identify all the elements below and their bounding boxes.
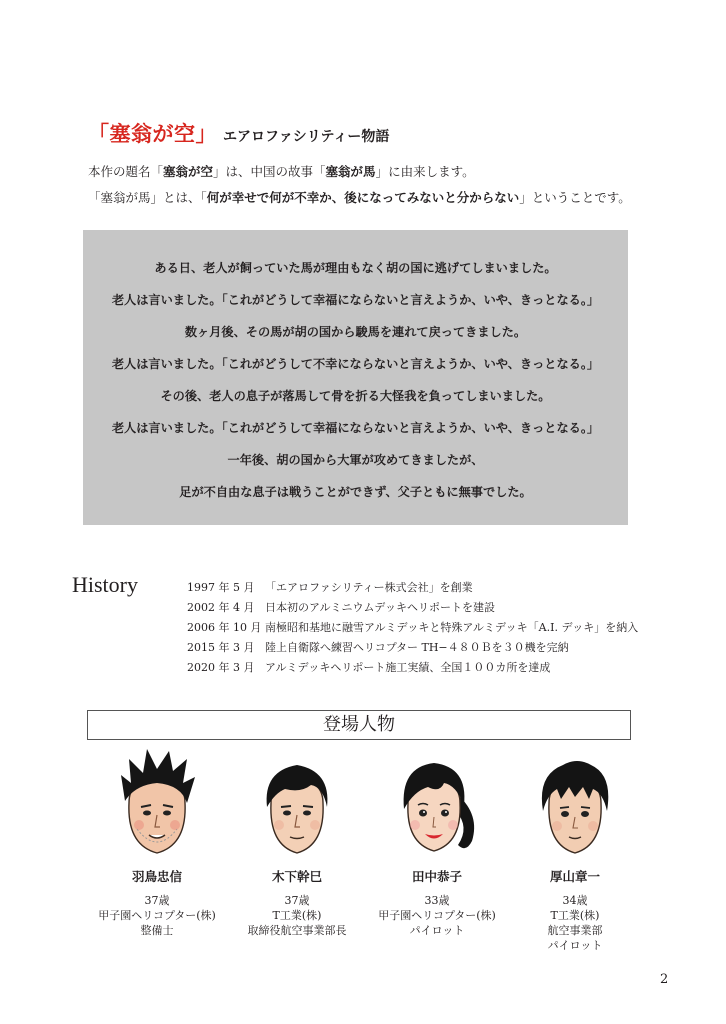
character-portrait — [533, 745, 617, 857]
history-text: アルミデッキヘリポート施工実績、全国１００カ所を達成 — [265, 661, 551, 674]
story-line: 老人は言いました。「これがどうして不幸にならないと言えようか、いや、きっとなる。」 — [111, 357, 600, 371]
story-line: 足が不自由な息子は戦うことができず、父子ともに無事でした。 — [179, 485, 532, 499]
story-box — [83, 230, 628, 525]
character-age: 34歳 — [562, 894, 588, 907]
title-row — [88, 118, 389, 148]
character-info — [222, 893, 372, 938]
intro-text: 本作の題名「 — [88, 164, 164, 179]
history-text: 日本初のアルミニウムデッキヘリポートを建設 — [265, 601, 496, 614]
character-name: 厚山章一 — [549, 869, 600, 884]
document-title: 「塞翁が空」 — [88, 121, 217, 146]
intro-text: 」に由来します。 — [375, 164, 475, 179]
character-portrait — [115, 745, 199, 857]
history-entry — [187, 579, 473, 595]
history-date: 2015 年 3 月 — [187, 641, 255, 654]
character-org: T工業(株) — [550, 909, 600, 922]
history-text: 「エアロファシリティー株式会社」を創業 — [265, 581, 473, 594]
intro-emphasis: 塞翁が空 — [163, 164, 214, 179]
intro-emphasis: 何が幸せで何が不幸か、後になってみないと分からない — [206, 190, 520, 205]
character-info — [500, 893, 650, 953]
history-entry — [187, 599, 495, 615]
document-subtitle: エアロファシリティー物語 — [223, 129, 390, 145]
character-role: 航空事業部 — [547, 924, 603, 937]
character-name: 羽鳥忠信 — [131, 869, 182, 884]
character-card — [362, 745, 512, 938]
characters-heading: 登場人物 — [87, 710, 631, 740]
intro-line-1 — [88, 162, 475, 180]
story-line: 老人は言いました。「これがどうして幸福にならないと言えようか、いや、きっとなる。」 — [111, 421, 600, 435]
character-name: 田中恭子 — [411, 869, 462, 884]
story-line: 老人は言いました。「これがどうして幸福にならないと言えようか、いや、きっとなる。」 — [111, 293, 600, 307]
character-portrait — [392, 745, 482, 857]
character-portrait — [255, 745, 339, 857]
history-date: 1997 年 5 月 — [187, 581, 255, 594]
intro-text: 「塞翁が馬」とは、「 — [88, 190, 207, 205]
character-info — [82, 893, 232, 938]
character-org: 甲子園ヘリコプター(株) — [98, 909, 216, 922]
story-line: ある日、老人が飼っていた馬が理由もなく胡の国に逃げてしまいました。 — [154, 261, 557, 275]
history-entry — [187, 619, 638, 635]
history-text: 陸上自衛隊へ練習ヘリコプター TH−４８０Ｂを３０機を完納 — [265, 641, 569, 654]
character-role: パイロット — [409, 924, 465, 937]
character-card — [222, 745, 372, 938]
character-org: T工業(株) — [272, 909, 322, 922]
intro-line-2 — [88, 188, 631, 206]
character-name: 木下幹巳 — [271, 869, 322, 884]
character-org: 甲子園ヘリコプター(株) — [378, 909, 496, 922]
intro-emphasis: 塞翁が馬 — [325, 164, 376, 179]
history-entry — [187, 639, 569, 655]
story-line: 数ヶ月後、その馬が胡の国から駿馬を連れて戻ってきました。 — [184, 325, 527, 339]
page-number: 2 — [660, 972, 669, 987]
character-card — [500, 745, 650, 953]
character-card — [82, 745, 232, 938]
character-info — [362, 893, 512, 938]
history-title: History — [72, 572, 138, 597]
intro-text: 」は、中国の故事「 — [213, 164, 326, 179]
character-age: 37歳 — [144, 894, 170, 907]
story-line: 一年後、胡の国から大軍が攻めてきましたが、 — [227, 453, 484, 467]
history-text: 南極昭和基地に融雪アルミデッキと特殊アルミデッキ「A.I. デッキ」を納入 — [265, 621, 639, 634]
history-entry — [187, 659, 550, 675]
character-age: 33歳 — [424, 894, 450, 907]
character-role: パイロット — [547, 939, 603, 952]
character-role: 整備士 — [140, 924, 174, 937]
story-line: その後、老人の息子が落馬して骨を折る大怪我を負ってしまいました。 — [160, 389, 551, 403]
history-date: 2002 年 4 月 — [187, 601, 255, 614]
intro-text: 」ということです。 — [519, 190, 631, 205]
character-age: 37歳 — [284, 894, 310, 907]
history-date: 2006 年 10 月 — [187, 621, 262, 634]
character-role: 取締役航空事業部長 — [247, 924, 347, 937]
history-date: 2020 年 3 月 — [187, 661, 255, 674]
